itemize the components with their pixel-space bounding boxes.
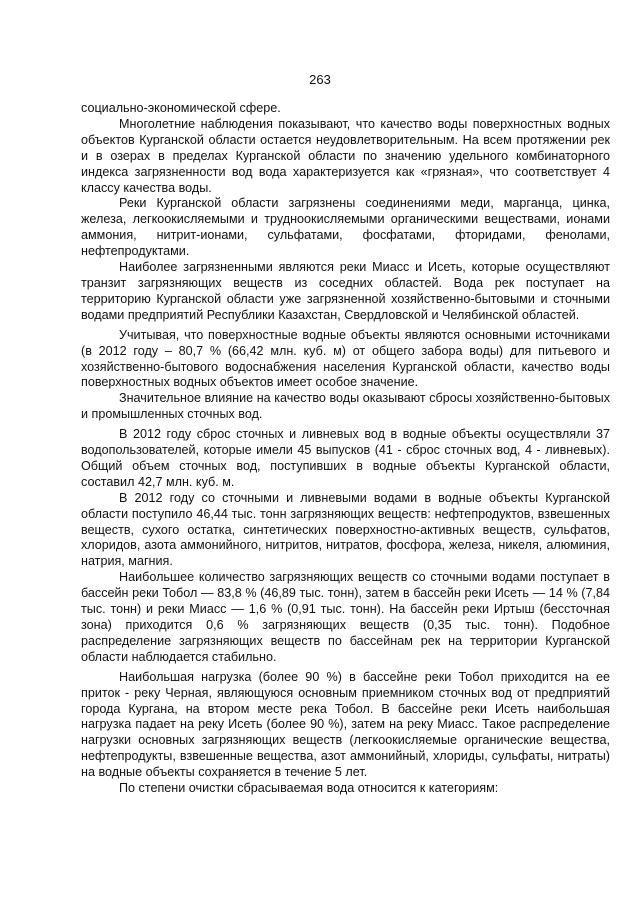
body-text — [81, 101, 610, 797]
paragraph-water-sources: Учитывая, что поверхностные водные объекты являются основными источниками (в 2012 году – 80,7 % (66,42 млн. куб. м) от общего забора воды) для питьевого и хозяйственно-бытового водоснабжения населения Курганской области, качество воды поверхностных водных объектов имеет особое значение. — [81, 327, 610, 390]
paragraph-pollutant-intake: В 2012 году со сточными и ливневыми водами в водные объекты Курганской области поступило 46,44 тыс. тонн загрязняющих веществ: нефтепродуктов, взвешенных веществ, сухого остатка, синтетических поверхностно-активных веществ, сульфатов, хлоридов, азота аммонийного, нитритов, нитратов, фосфора, железа, никеля, алюминия, натрия, магния. — [81, 490, 610, 569]
page-number: 263 — [309, 72, 331, 87]
paragraph-pollutants: Реки Курганской области загрязнены соединениями меди, марганца, цинка, железа, легкоокисляемыми и трудноокисляемыми органическими веществами, ионами аммония, нитрит-ионами, сульфатами, фосфатами, фторидами, фенолами, нефтепродуктами. — [81, 196, 610, 259]
paragraph-observations: Многолетние наблюдения показывают, что качество воды поверхностных водных объектов Курганской области остается неудовлетворительным. На всем протяжении рек и в озерах в пределах Курганской области по значению удельного комбинаторного индекса загрязненности вод вода характеризуется как «грязная», что соответствует 4 классу качества воды. — [81, 116, 610, 195]
paragraph-treatment-categories: По степени очистки сбрасываемая вода относится к категориям: — [119, 781, 499, 796]
paragraph-discharge-2012: В 2012 году сброс сточных и ливневых вод в водные объекты осуществляли 37 водопользователей, которые имели 45 выпусков (41 - сброс сточных вод, 4 - ливневых). Общий объем сточных вод, поступивших в водные объекты Курганской области, составил 42,7 млн. куб. м. — [81, 427, 610, 489]
paragraph-most-polluted-rivers: Наиболее загрязненными являются реки Миасс и Исеть, которые осуществляют транзит загрязняющих веществ из соседних областей. Вода рек поступает на территорию Курганской области уже загрязненной хозяйственно-бытовыми и сточными водами предприятий Республики Казахстан, Свердловской и Челябинской областей. — [81, 260, 610, 322]
paragraph-basin-distribution: Наибольшее количество загрязняющих веществ со сточными водами поступает в бассейн реки Тобол — 83,8 % (46,89 тыс. тонн), затем в бассейн реки Исеть — 14 % (7,84 тыс. тонн) и реки Миасс — 1,6 % (0,91 тыс. тонн). На бассейн реки Иртыш (бессточная зона) приходится 0,6 % загрязняющих веществ (0,35 тыс. тонн). Подобное распределение загрязняющих веществ по бассейнам рек на территории Курганской области наблюдается стабильно. — [81, 570, 610, 664]
paragraph-wastewater-influence: Значительное влияние на качество воды оказывают сбросы хозяйственно-бытовых и промышленных сточных вод. — [81, 391, 610, 422]
paragraph-tobol-load: Наибольшая нагрузка (более 90 %) в бассейне реки Тобол приходится на ее приток - реку Черная, являющуюся основным приемником сточных вод от предприятий города Кургана, на втором месте река Тобол. В бассейне реки Исеть наибольшая нагрузка падает на реку Исеть (более 90 %), затем на реку Миасс. Такое распределение нагрузки основных загрязняющих веществ (легкоокисляемые органические вещества, нефтепродукты, взвешенные вещества, азот аммонийный, хлориды, сульфаты, нитраты) на водные объекты сохраняется в течение 5 лет. — [81, 669, 610, 780]
paragraph-continuation: социально-экономической сфере. — [81, 101, 281, 115]
